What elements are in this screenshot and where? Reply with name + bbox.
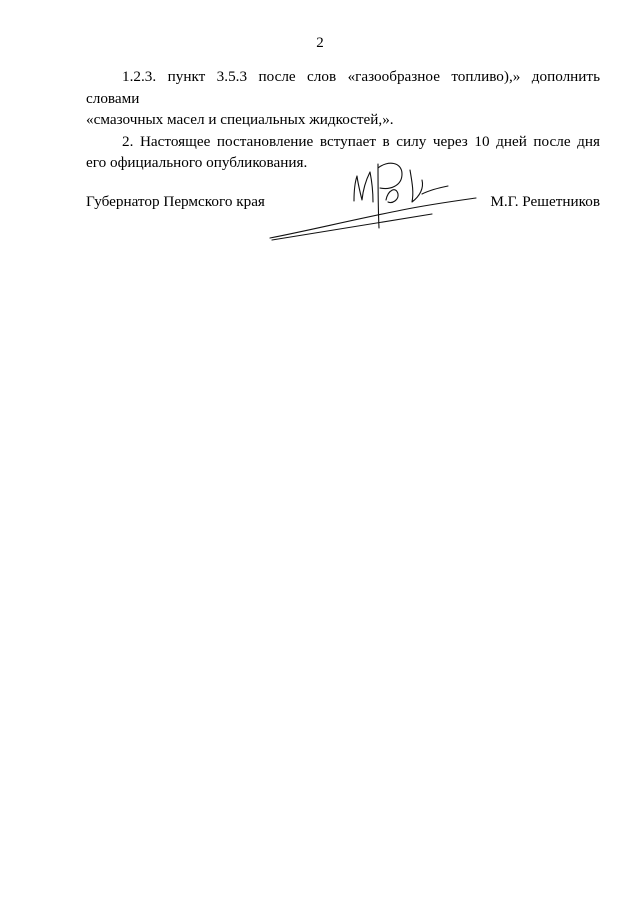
signatory-name: М.Г. Решетников xyxy=(490,193,600,210)
page-number: 2 xyxy=(316,35,324,51)
handwritten-signature xyxy=(262,146,482,246)
paragraph-amendment xyxy=(86,66,600,131)
paragraph-line: 2. Настоящее постановление вступает в силу через 10 дней после дня xyxy=(122,132,600,150)
signatory-title: Губернатор Пермского края xyxy=(86,193,265,210)
paragraph-line: «смазочных масел и специальных жидкостей,». xyxy=(86,111,394,129)
paragraph-line: 1.2.3. пункт 3.5.3 после слов «газообразное топливо),» дополнить словами xyxy=(86,68,600,107)
paragraph-line: его официального опубликования. xyxy=(86,154,308,172)
